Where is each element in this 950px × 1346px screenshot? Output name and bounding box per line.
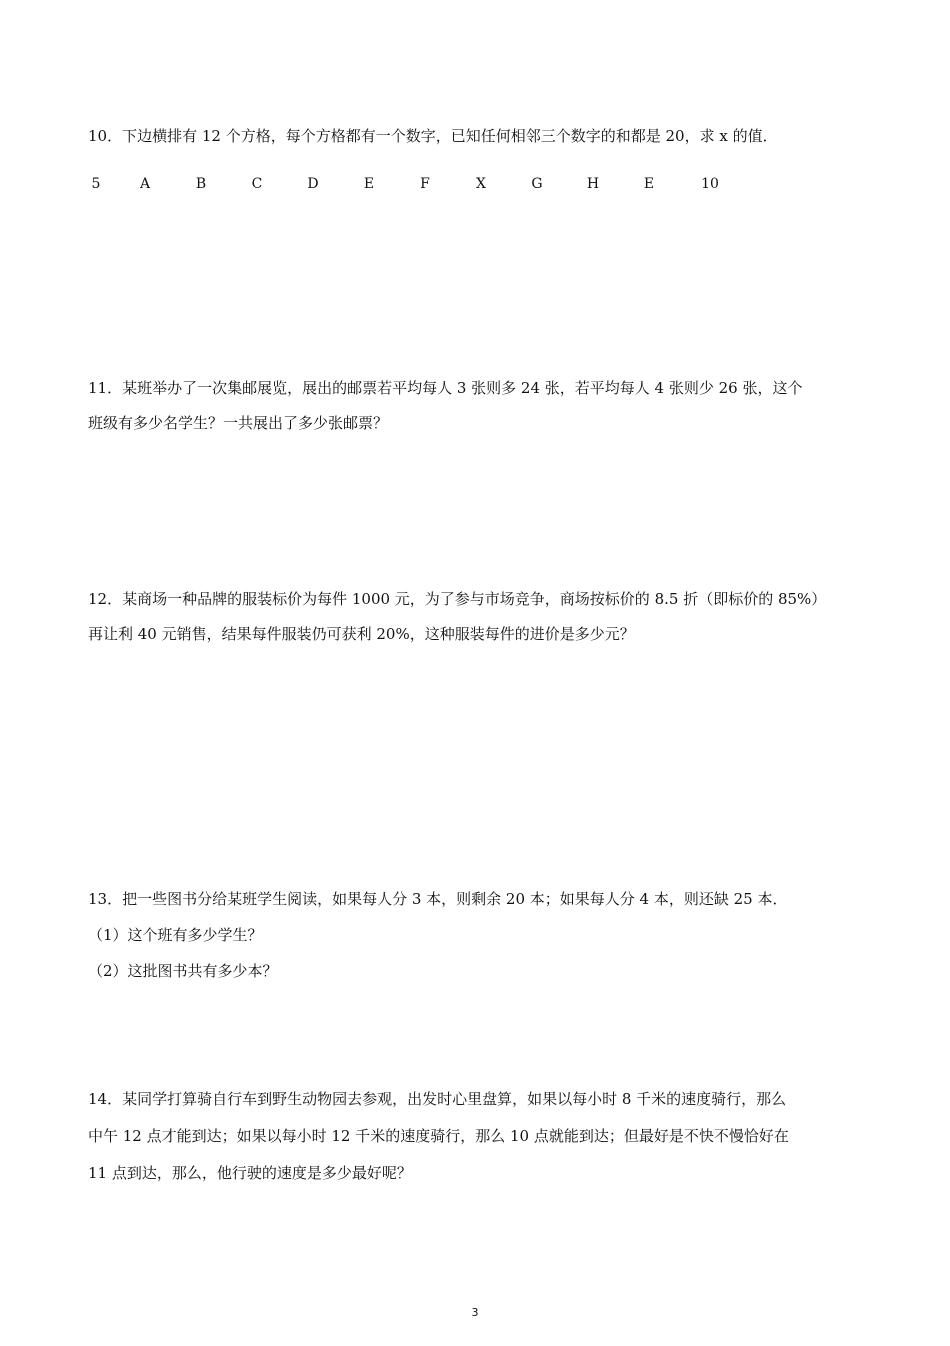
grid-cell: H [586,176,600,192]
grid-cell: X [476,176,486,192]
grid-cell: F [420,176,430,192]
grid-cell: G [531,176,543,192]
grid-cell: 5 [91,176,101,192]
grid-cell: E [363,176,375,192]
question-12-line-1: 12．某商场一种品牌的服装标价为每件 1000 元，为了参与市场竞争，商场按标价的 8.5 折（即标价的 85%） [88,590,827,608]
grid-cell: A [139,176,151,192]
grid-cell: B [195,176,207,192]
question-13-text: 13．把一些图书分给某班学生阅读，如果每人分 3 本，则剩余 20 本；如果每人分 4 本，则还缺 25 本． [88,890,788,908]
question-14-line-3: 11 点到达，那么，他行驶的速度是多少最好呢？ [88,1164,412,1182]
grid-cell: D [307,176,319,192]
question-14-line-1: 14．某同学打算骑自行车到野生动物园去参观，出发时心里盘算，如果以每小时 8 千米的速度骑行，那么 [88,1090,787,1108]
number-grid-row [0,174,950,194]
question-11-line-2: 班级有多少名学生？一共展出了多少张邮票？ [88,414,389,432]
question-13-part-2: （2）这批图书共有多少本？ [88,962,278,980]
grid-cell: 10 [701,176,719,192]
page-number: 3 [471,1306,479,1319]
grid-cell: E [643,176,655,192]
question-13-part-1: （1）这个班有多少学生？ [88,926,263,944]
grid-cell: C [251,176,263,192]
question-10-text: 10．下边横排有 12 个方格，每个方格都有一个数字，已知任何相邻三个数字的和都是 20，求 x 的值． [88,127,778,145]
question-14-line-2: 中午 12 点才能到达；如果以每小时 12 千米的速度骑行，那么 10 点就能到达；但最好是不快不慢恰好在 [88,1127,789,1145]
question-12-line-2: 再让利 40 元销售，结果每件服装仍可获利 20%，这种服装每件的进价是多少元？ [88,625,635,643]
question-11-line-1: 11．某班举办了一次集邮展览，展出的邮票若平均每人 3 张则多 24 张，若平均每人 4 张则少 26 张，这个 [88,379,803,397]
